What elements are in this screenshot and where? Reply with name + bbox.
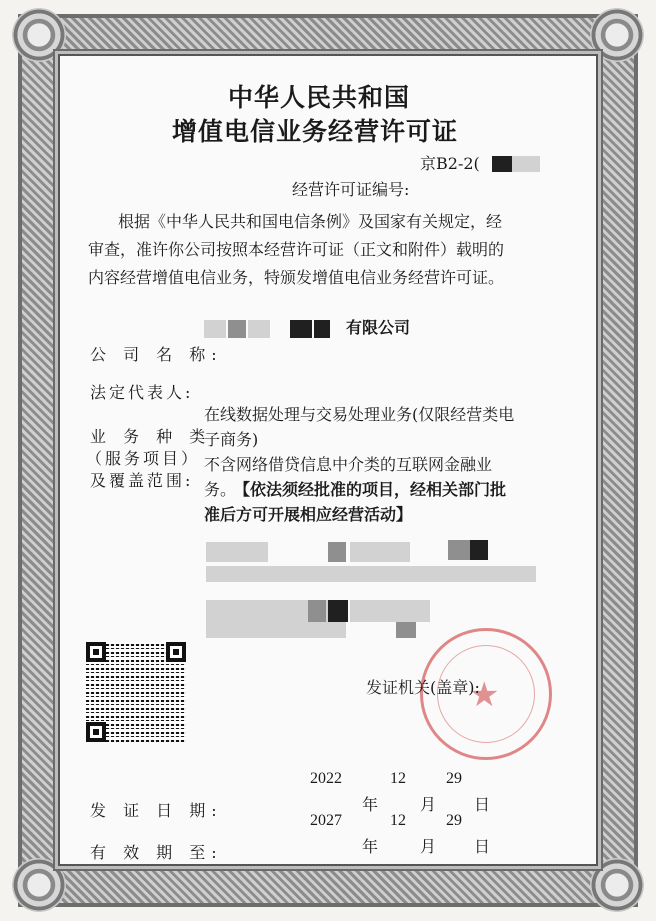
scope-label-line-1: 业 务 种 类 [90,427,212,446]
company-name-label: 公 司 名 称: [90,345,223,364]
intro-line-3: 内容经营增值电信业务，特颁发增值电信业务经营许可证。 [88,268,505,287]
title-line-1: 中华人民共和国 [228,83,411,112]
intro-line-1: 根据《中华人民共和国电信条例》及国家有关规定，经 [118,212,503,231]
valid-day: 29 [446,812,462,829]
valid-until-label: 有 效 期 至: [90,843,223,862]
corner-ornament [590,858,644,912]
issue-day: 29 [446,770,462,787]
scope-line-5: 【依法须经批准的项目，经相关部门批 [234,480,507,499]
redaction-mosaic [470,540,488,560]
scope-label-line-3: 及覆盖范围: [90,471,194,490]
valid-day-unit: 日 [474,837,491,856]
redaction-mosaic [206,566,536,582]
issue-year-unit: 年 [362,795,379,814]
corner-ornament [12,858,66,912]
qr-finder-pattern [166,642,186,662]
issue-year: 2022 [310,770,342,787]
redaction-mosaic [314,320,330,338]
redaction-mosaic [328,600,348,622]
redaction-mosaic [492,156,512,172]
scope-line-4: 务。 [204,480,237,499]
valid-month: 12 [390,812,406,829]
qr-finder-pattern [86,722,106,742]
redaction-mosaic [448,540,470,560]
redaction-mosaic [328,542,346,562]
issue-day-unit: 日 [474,795,491,814]
company-name-value: 有限公司 [346,318,411,337]
license-number-label: 经营许可证编号: [292,180,410,199]
issue-month-unit: 月 [420,795,437,814]
valid-year-unit: 年 [362,837,379,856]
scope-line-2: 子商务) [204,430,259,449]
issue-month: 12 [390,770,406,787]
qr-code [86,642,186,742]
redaction-mosaic [228,320,246,338]
issue-date-label: 发 证 日 期: [90,801,223,820]
redaction-mosaic [206,542,268,562]
redaction-mosaic [512,156,540,172]
scope-label-line-2: （服务项目） [86,449,201,468]
redaction-mosaic [290,320,312,338]
redaction-mosaic [308,600,326,622]
star-icon: ★ [469,675,500,715]
redaction-mosaic [350,542,410,562]
valid-month-unit: 月 [420,837,437,856]
redaction-mosaic [206,622,346,638]
corner-ornament [590,8,644,62]
scope-line-6: 准后方可开展相应经营活动】 [204,505,413,524]
redaction-mosaic [396,622,416,638]
title-line-2: 增值电信业务经营许可证 [172,117,459,146]
issuer-label: 发证机关(盖章): [366,678,480,697]
scope-line-3: 不含网络借贷信息中介类的互联网金融业 [204,455,493,474]
legal-rep-label: 法定代表人: [90,383,194,402]
scope-line-1: 在线数据处理与交易处理业务(仅限经营类电 [204,405,515,424]
valid-year: 2027 [310,812,342,829]
redaction-mosaic [350,600,430,622]
redaction-mosaic [204,320,226,338]
qr-finder-pattern [86,642,106,662]
redaction-mosaic [248,320,270,338]
intro-line-2: 审查，准许你公司按照本经营许可证（正文和附件）载明的 [88,240,505,259]
license-number: 京B2-2( [420,154,480,173]
